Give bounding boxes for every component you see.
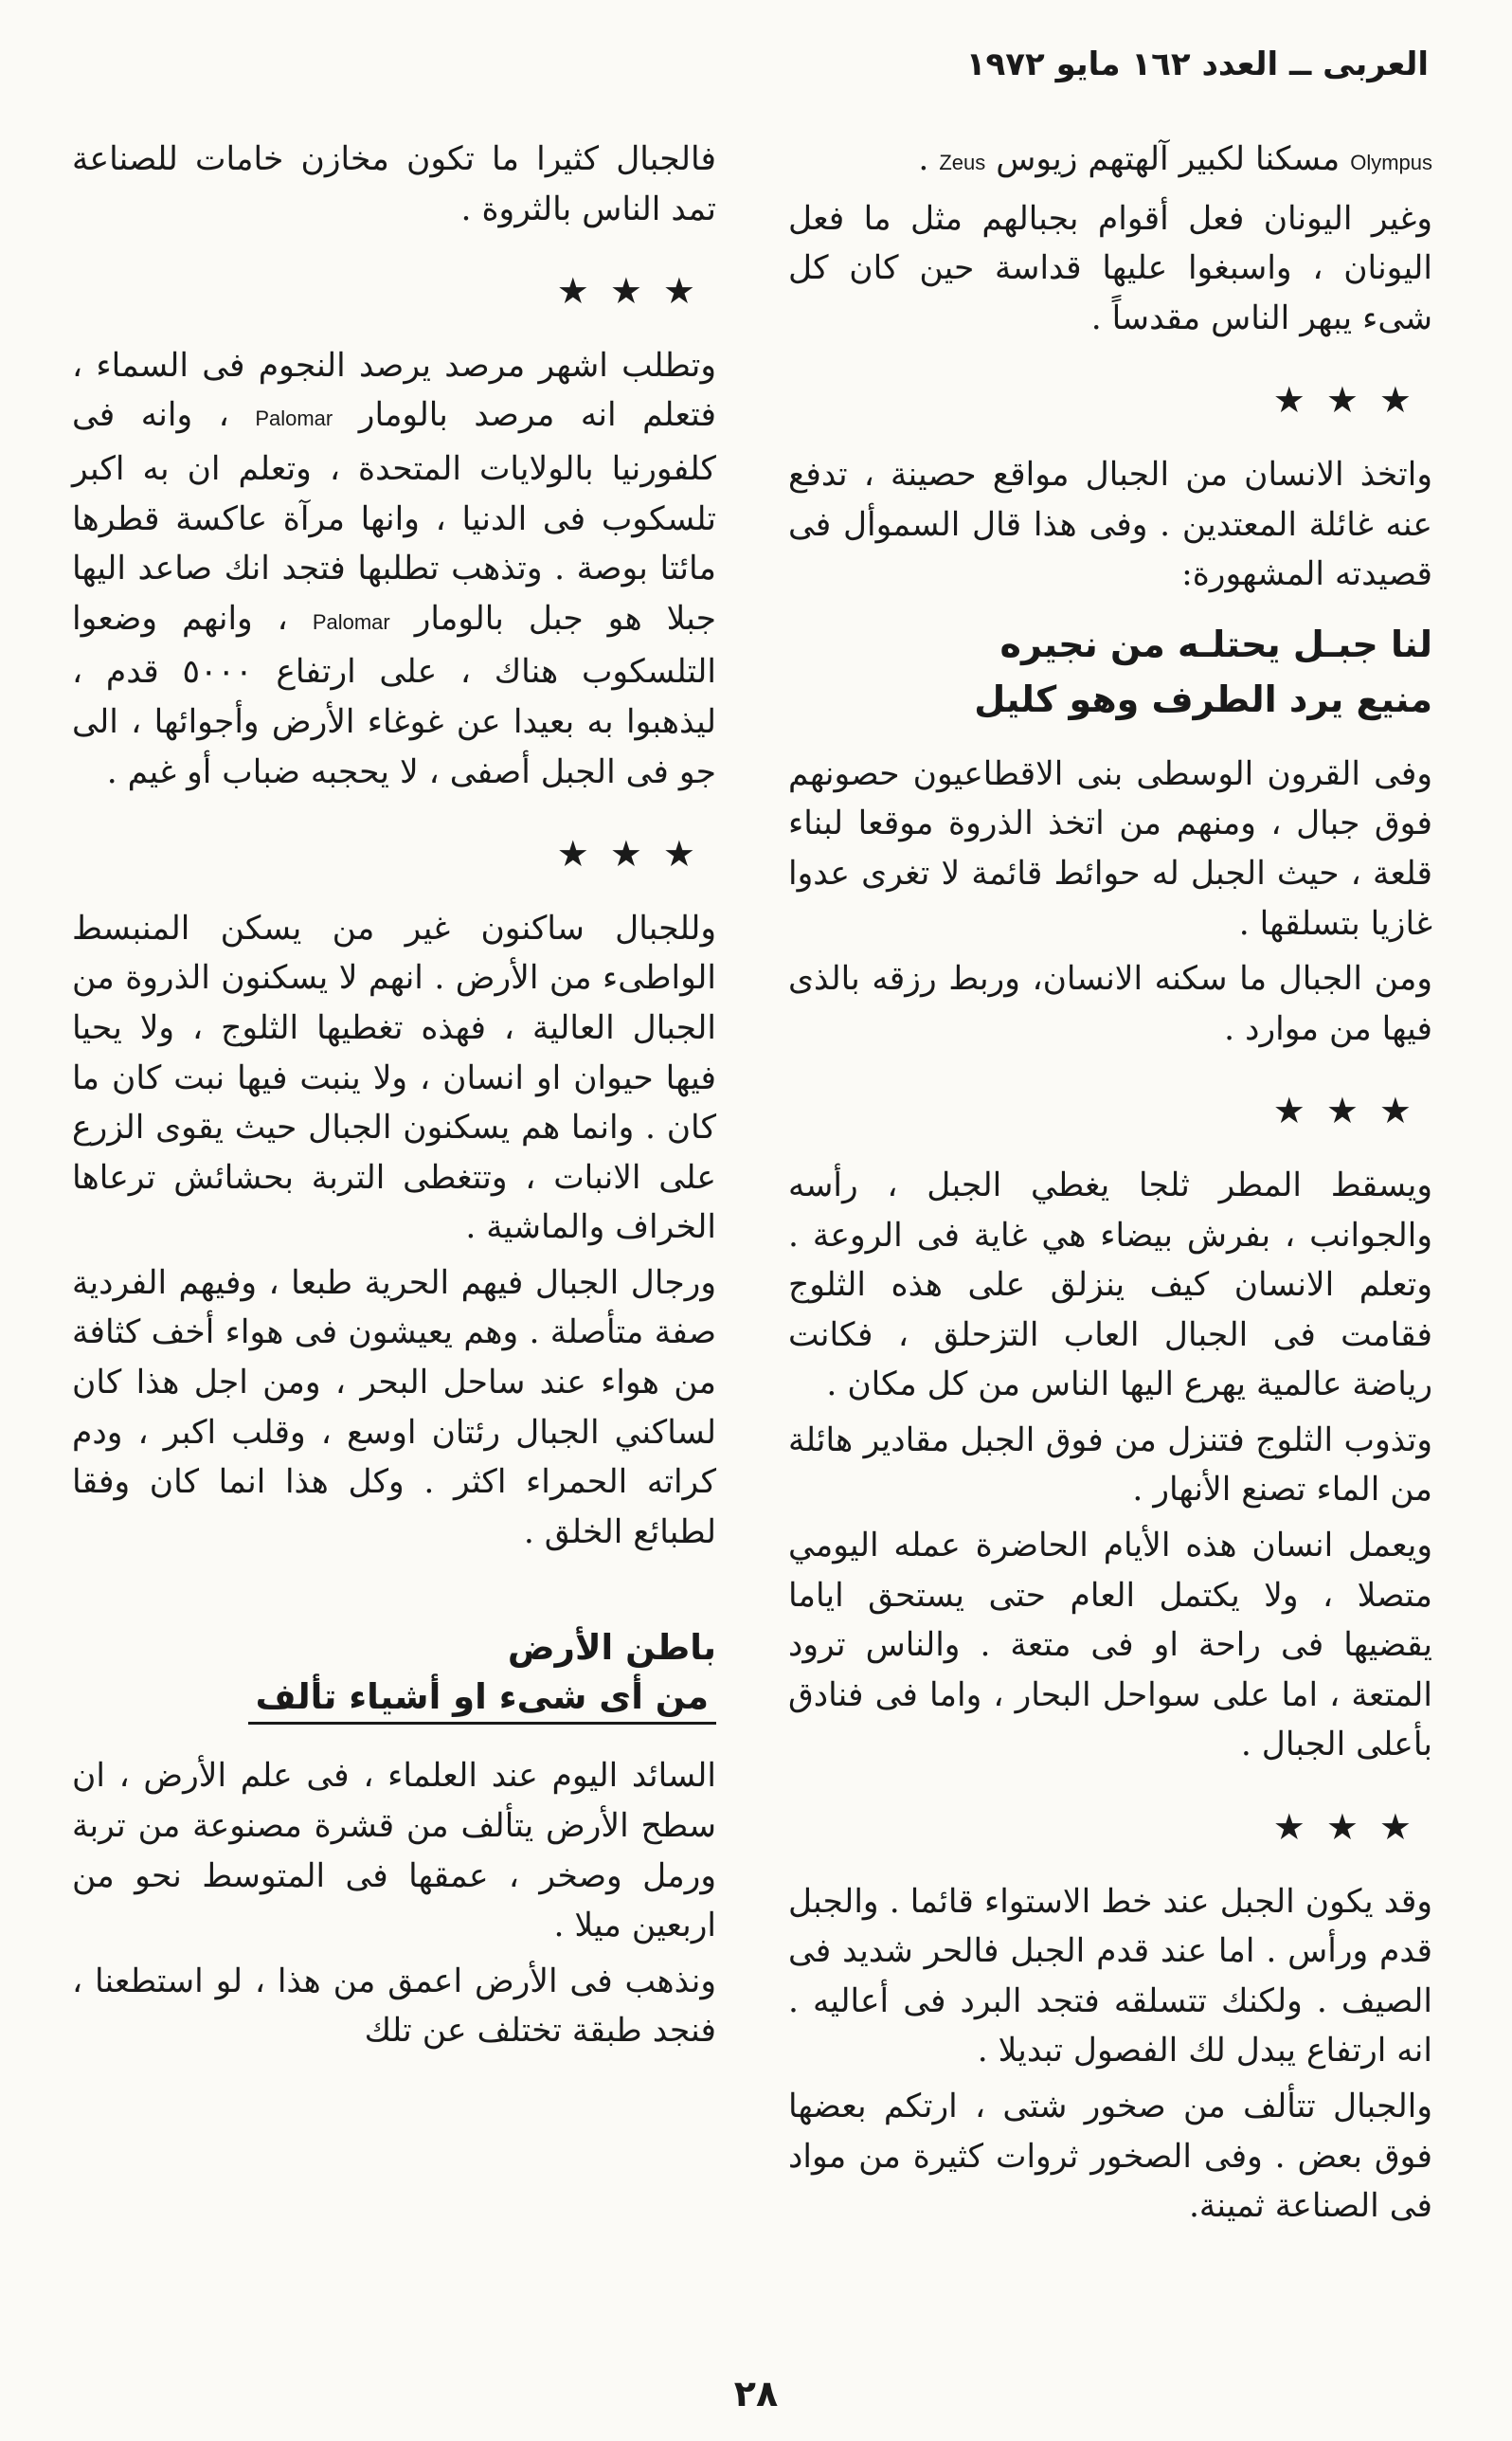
section-divider-stars: ★★★ [1272,379,1432,422]
paragraph-text: مسكنا لكبير آلهتهم زيوس [996,140,1341,178]
paragraph-text: وتطلب اشهر مرصد يرصد النجوم فى السماء ، فتعلم انه مرصد بالومار [72,346,716,435]
poem-verse [788,617,1432,727]
section-divider-stars: ★★★ [556,833,716,876]
section-divider-stars: ★★★ [556,270,716,313]
paragraph: ويعمل انسان هذه الأيام الحاضرة عمله اليومي متصلا ، ولا يكتمل العام حتى يستحق اياما يقضيها فى راحة او فى متعة . والناس ترود المتعة ، اما على سواحل البحار ، واما فى فنادق بأعلى الجبال . [788,1527,1432,1764]
section-divider-stars: ★★★ [1272,1806,1432,1849]
paragraph-text: ، وانه فى كلفورنيا بالولايات المتحدة ، وتعلم ان به اكبر تلسكوب فى الدنيا ، وانها مرآة عاكسة قطرها مائتا بوصة . وتذهب تطلبها فتجد انك صاعد اليها جبلا هو جبل بالومار [72,396,717,638]
right-column [788,135,1432,2237]
subheading-line: من أى شىء او أشياء تألف [248,1673,716,1725]
paragraph: السائد اليوم عند العلماء ، فى علم الأرض ، ان سطح الأرض يتألف من قشرة مصنوعة من تربة ورمل وصخر ، عمقها فى المتوسط نحو من اربعين ميلا . [72,1757,716,1945]
paragraph: ونذهب فى الأرض اعمق من هذا ، لو استطعنا ، فنجد طبقة تختلف عن تلك [72,1962,716,2051]
latin-word: Olympus [1350,151,1432,174]
latin-word: Zeus [939,151,986,174]
paragraph: والجبال تتألف من صخور شتى ، ارتكم بعضها فوق بعض . وفى الصخور ثروات كثيرة من مواد فى الصناعة ثمينة. [788,2088,1432,2226]
section-divider-stars: ★★★ [1272,1090,1432,1132]
paragraph: فالجبال كثيرا ما تكون مخازن خامات للصناعة تمد الناس بالثروة . [72,140,716,228]
paragraph: وتذوب الثلوج فتنزل من فوق الجبل مقادير هائلة من الماء تصنع الأنهار . [788,1420,1432,1510]
running-head: العربى ــ العدد ١٦٢ مايو ١٩٧٢ [965,45,1429,83]
paragraph: ورجال الجبال فيهم الحرية طبعا ، وفيهم الفردية صفة متأصلة . وهم يعيشون فى هواء أخف كثافة من هواء عند ساحل البحر ، ومن اجل هذا كان لساكني الجبال رئتان اوسع ، وقلب اكبر ، ودم كراته الحمراء اكثر . وكل هذا انما كان وفقا لطبائع الخلق . [72,1263,716,1551]
section-subheading [72,1623,716,1725]
verse-line: منيع يرد الطرف وهو كليل [974,678,1432,720]
paragraph: وللجبال ساكنون غير من يسكن المنبسط الواطىء من الأرض . انهم لا يسكنون الذروة من الجبال العالية ، فهذه تغطيها الثلوج ، ولا يحيا فيها حيوان او انسان ، ولا ينبت فيها نبت كان ما كان . وانما هم يسكنون الجبال حيث يقوى الزرع على الانبات ، وتتغطى التربة بحشائش ترعاها الخراف والماشية . [72,909,716,1247]
paragraph: وقد يكون الجبل عند خط الاستواء قائما . والجبل قدم ورأس . اما عند قدم الجبل فالحر شديد فى الصيف . ولكنك تتسلقه فتجد البرد فى أعاليه . انه ارتفاع يبدل لك الفصول تبديلا . [788,1882,1432,2070]
paragraph: واتخذ الانسان من الجبال مواقع حصينة ، تدفع عنه غائلة المعتدين . وفى هذا قال السموأل فى قصيدته المشهورة: [788,455,1432,594]
paragraph [72,341,716,797]
verse-line: لنا جبـل يحتلـه من نجيره [999,623,1432,665]
paragraph [788,135,1432,189]
paragraph: ويسقط المطر ثلجا يغطي الجبل ، رأسه والجوانب ، بفرش بيضاء هي غاية فى الروعة . وتعلم الانسان كيف ينزلق على هذه الثلوج فقامت فى الجبال العاب التزحلق ، فكانت رياضة عالمية يهرع اليها الناس من كل مكان . [788,1166,1432,1404]
paragraph-end: . [918,140,929,178]
left-column [72,135,716,2062]
paragraph-text: ، وانهم وضعوا التلسكوب هناك ، على ارتفاع ٥٠٠٠ قدم ، ليذهبوا به بعيدا عن غوغاء الأرض وأجوائها ، الى جو فى الجبل أصفى ، لا يحجبه ضباب أو غيم . [72,599,717,791]
subheading-line: باطن الأرض [507,1627,716,1669]
paragraph: وفى القرون الوسطى بنى الاقطاعيون حصونهم فوق جبال ، ومنهم من اتخذ الذروة موقعا لبناء قلعة ، حيث الجبل له حوائط قائمة لا تغرى عدوا غازيا بتسلقها . [788,754,1432,943]
latin-word: Palomar [255,407,333,431]
paragraph: وغير اليونان فعل أقوام بجبالهم مثل ما فعل اليونان ، واسبغوا عليها قداسة حين كان كل شىء يبهر الناس مقدساً . [788,199,1432,337]
page-number: ٢٨ [733,2373,779,2414]
latin-word: Palomar [312,609,390,634]
paragraph: ومن الجبال ما سكنه الانسان، وربط رزقه بالذى فيها من موارد . [788,960,1432,1048]
